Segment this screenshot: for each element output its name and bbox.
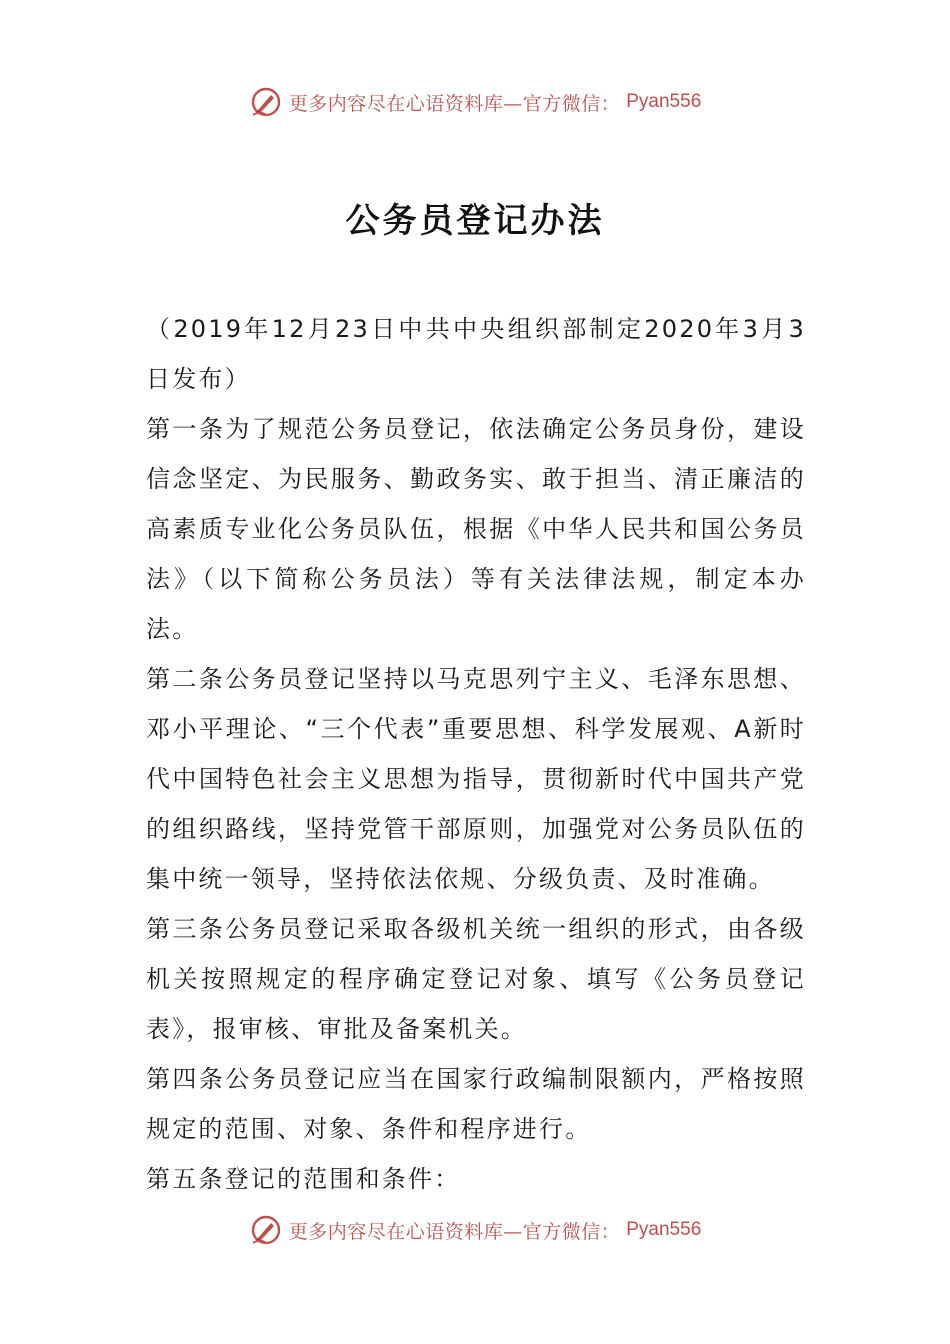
document-title: 公务员登记办法 [345,200,605,241]
document-body [146,304,806,1204]
article-2: 第二条公务员登记坚持以马克思列宁主义、毛泽东思想、邓小平理论、“三个代表”重要思想、科学发展观、A新时代中国特色社会主义思想为指导，贯彻新时代中国共产党的组织路线，坚持党管干部原则，加强党对公务员队伍的集中统一领导，坚持依法依规、分级负责、及时准确。 [146,665,806,893]
footer-banner [0,1210,950,1250]
article-3: 第三条公务员登记采取各级机关统一组织的形式，由各级机关按照规定的程序确定登记对象、填写《公务员登记表》，报审核、审批及备案机关。 [146,915,806,1043]
banner-text: 更多内容尽在心语资料库—官方微信： [288,1220,621,1243]
pen-logo-icon [249,85,283,119]
article-5: 第五条登记的范围和条件： [146,1165,461,1193]
pen-logo-icon [249,1213,283,1247]
header-banner [0,82,950,122]
banner-text: 更多内容尽在心语资料库—官方微信： [288,92,621,115]
article-4: 第四条公务员登记应当在国家行政编制限额内，严格按照规定的范围、对象、条件和程序进行。 [146,1065,806,1143]
banner-wechat-handle: Pyan556 [626,91,702,112]
publication-note: （2019年12月23日中共中央组织部制定2020年3月3日发布） [146,315,806,393]
article-1: 第一条为了规范公务员登记，依法确定公务员身份，建设信念坚定、为民服务、勤政务实、敢于担当、清正廉洁的高素质专业化公务员队伍，根据《中华人民共和国公务员法》（以下简称公务员法）等有关法律法规，制定本办法。 [146,415,806,643]
banner-wechat-handle: Pyan556 [626,1219,702,1240]
